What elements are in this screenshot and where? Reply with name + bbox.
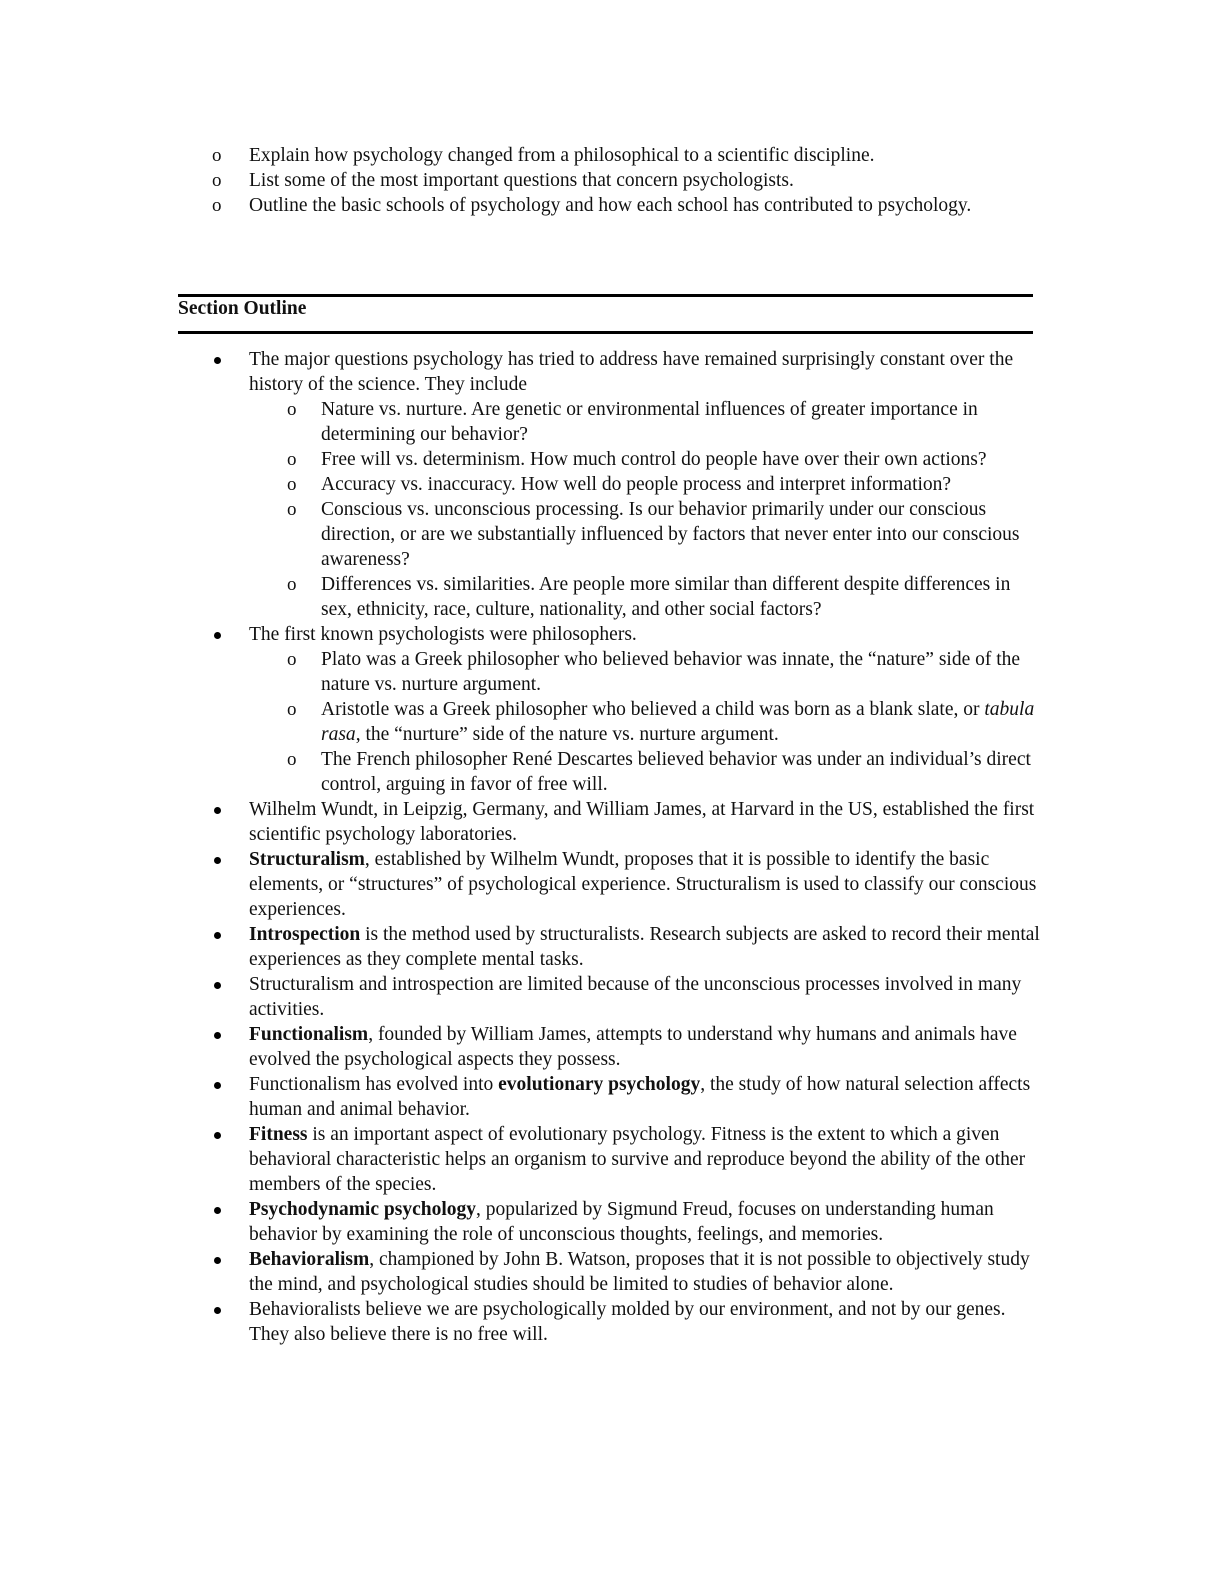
sub-item-italic-term: tabula rasa <box>321 699 1035 745</box>
sub-list <box>282 397 1040 622</box>
outline-term: Functionalism <box>249 1024 369 1045</box>
outline-item <box>210 1297 1040 1347</box>
sub-item-text: , the “nurture” side of the nature vs. nurture argument. <box>355 724 779 745</box>
outline-item <box>210 622 1040 797</box>
outline-text: Behavioralists believe we are psychologically molded by our environment, and not by our genes. They also believe there is no free will. <box>249 1299 1006 1345</box>
sub-item-text: The French philosopher René Descartes believed behavior was under an individual’s direct control, arguing in favor of free will. <box>321 749 1031 795</box>
circle-bullet-icon: o <box>287 574 297 595</box>
outline-text: Functionalism has evolved into <box>249 1074 499 1095</box>
objective-text: List some of the most important questions that concern psychologists. <box>249 170 794 191</box>
outline-term: Structuralism <box>249 849 365 870</box>
sub-item <box>282 472 1040 497</box>
section-outline-list <box>210 347 1040 1347</box>
sub-item <box>282 572 1040 622</box>
outline-item <box>210 1197 1040 1247</box>
bullet-icon <box>214 357 221 364</box>
outline-term: evolutionary psychology <box>498 1074 701 1095</box>
circle-bullet-icon: o <box>212 145 222 166</box>
outline-text: Structuralism and introspection are limited because of the unconscious processes involved in many activities. <box>249 974 1022 1020</box>
sub-item <box>282 497 1040 572</box>
outline-item <box>210 972 1040 1022</box>
bullet-icon <box>214 1257 221 1264</box>
bullet-icon <box>214 1132 221 1139</box>
outline-term: Psychodynamic psychology <box>249 1199 476 1220</box>
outline-item <box>210 347 1040 622</box>
bullet-icon <box>214 857 221 864</box>
sub-item-text: Accuracy vs. inaccuracy. How well do people process and interpret information? <box>321 474 952 495</box>
bullet-icon <box>214 1307 221 1314</box>
outline-term: Introspection <box>249 924 361 945</box>
outline-text: , the study of how natural selection affects human and animal behavior. <box>249 1074 1031 1120</box>
outline-term: Behavioralism <box>249 1249 370 1270</box>
circle-bullet-icon: o <box>212 170 222 191</box>
objective-item <box>210 168 1010 193</box>
outline-item <box>210 1022 1040 1072</box>
sub-item <box>282 747 1040 797</box>
outline-item <box>210 847 1040 922</box>
outline-item <box>210 797 1040 847</box>
outline-text: is the method used by structuralists. Research subjects are asked to record their mental experiences as they complete mental tasks. <box>249 924 1040 970</box>
outline-item <box>210 1122 1040 1197</box>
circle-bullet-icon: o <box>287 474 297 495</box>
outline-text: , championed by John B. Watson, proposes that it is not possible to objectively study the mind, and psychological studies should be limited to studies of behavior alone. <box>249 1249 1030 1295</box>
objective-item <box>210 143 1010 168</box>
circle-bullet-icon: o <box>287 699 297 720</box>
circle-bullet-icon: o <box>287 749 297 770</box>
sub-item-text: Conscious vs. unconscious processing. Is our behavior primarily under our conscious direction, or are we substantially influenced by factors that never enter into our conscious awareness? <box>321 499 1020 570</box>
bullet-icon <box>214 807 221 814</box>
sub-item-text: Differences vs. similarities. Are people more similar than different despite differences in sex, ethnicity, race, culture, nationality, and other social factors? <box>321 574 1011 620</box>
outline-text: The major questions psychology has tried to address have remained surprisingly constant over the history of the science. They include <box>249 349 1014 395</box>
outline-text: , popularized by Sigmund Freud, focuses on understanding human behavior by examining the role of unconscious thoughts, feelings, and memories. <box>249 1199 994 1245</box>
outline-item <box>210 1072 1040 1122</box>
circle-bullet-icon: o <box>287 449 297 470</box>
outline-item <box>210 1247 1040 1297</box>
sub-item <box>282 647 1040 697</box>
bullet-icon <box>214 1032 221 1039</box>
outline-text: Wilhelm Wundt, in Leipzig, Germany, and William James, at Harvard in the US, established the first scientific psychology laboratories. <box>249 799 1035 845</box>
bullet-icon <box>214 982 221 989</box>
circle-bullet-icon: o <box>212 195 222 216</box>
circle-bullet-icon: o <box>287 499 297 520</box>
sub-list <box>282 647 1040 797</box>
bullet-icon <box>214 632 221 639</box>
outline-text: is an important aspect of evolutionary psychology. Fitness is the extent to which a given behavioral characteristic helps an organism to survive and reproduce beyond the ability of the other members of the species. <box>249 1124 1026 1195</box>
bottom-divider <box>178 331 1033 334</box>
outline-text: , established by Wilhelm Wundt, proposes that it is possible to identify the basic elements, or “structures” of psychological experience. Structuralism is used to classify our conscious experiences. <box>249 849 1037 920</box>
sub-item <box>282 697 1040 747</box>
bullet-icon <box>214 932 221 939</box>
objectives-list <box>210 143 1010 218</box>
outline-text: , founded by William James, attempts to understand why humans and animals have evolved the psychological aspects they possess. <box>249 1024 1017 1070</box>
bullet-icon <box>214 1207 221 1214</box>
outline-item <box>210 922 1040 972</box>
section-header <box>178 294 1033 334</box>
sub-item-text: Aristotle was a Greek philosopher who believed a child was born as a blank slate, or <box>321 699 985 720</box>
circle-bullet-icon: o <box>287 399 297 420</box>
bullet-icon <box>214 1082 221 1089</box>
circle-bullet-icon: o <box>287 649 297 670</box>
section-title: Section Outline <box>178 298 307 319</box>
sub-item <box>282 447 1040 472</box>
outline-term: Fitness <box>249 1124 308 1145</box>
sub-item-text: Free will vs. determinism. How much control do people have over their own actions? <box>321 449 987 470</box>
sub-item-text: Plato was a Greek philosopher who believed behavior was innate, the “nature” side of the nature vs. nurture argument. <box>321 649 1021 695</box>
objective-item <box>210 193 1010 218</box>
sub-item <box>282 397 1040 447</box>
objective-text: Explain how psychology changed from a philosophical to a scientific discipline. <box>249 145 875 166</box>
sub-item-text: Nature vs. nurture. Are genetic or environmental influences of greater importance in determining our behavior? <box>321 399 978 445</box>
objective-text: Outline the basic schools of psychology and how each school has contributed to psychology. <box>249 195 972 216</box>
outline-text: The first known psychologists were philosophers. <box>249 624 637 645</box>
